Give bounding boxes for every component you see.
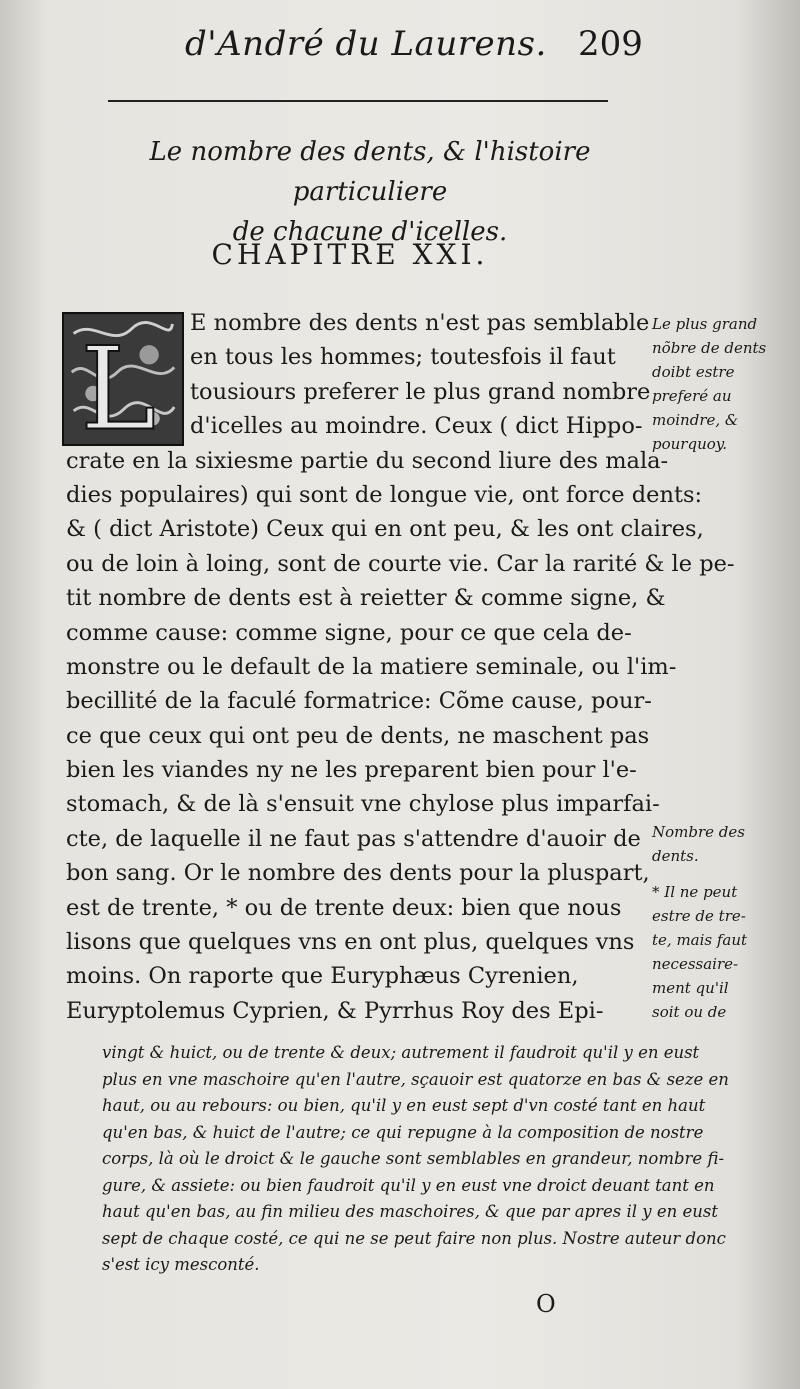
chapter-heading: CHAPITRE XXI. [211, 238, 489, 271]
margin-note-line: necessaire- [652, 955, 739, 973]
body-line: en tous les hommes; toutesfois il faut [190, 344, 616, 371]
body-line: est de trente, * ou de trente deux: bien que nous [66, 894, 622, 921]
footnote-line: vingt & huict, ou de trente & deux; autrement il faudroit qu'il y en eust [102, 1043, 700, 1062]
margin-note-greater-number [652, 312, 792, 456]
running-title: d'André du Laurens. [185, 24, 547, 64]
body-line: monstre ou le default de la matiere seminale, ou l'im- [66, 653, 677, 680]
margin-note-line: estre de tre- [652, 907, 746, 925]
footnote-line: qu'en bas, & huict de l'autre; ce qui repugne à la composition de nostre [102, 1122, 704, 1142]
body-line: stomach, & de là s'ensuit vne chylose plus imparfai- [66, 791, 660, 818]
margin-note-line: te, mais faut [652, 931, 748, 949]
body-line: tousiours preferer le plus grand nombre [190, 378, 651, 405]
body-line: lisons que quelques vns en ont plus, quelques vns [66, 929, 635, 956]
body-line: bon sang. Or le nombre des dents pour la pluspart, [66, 860, 650, 887]
margin-notes [652, 312, 792, 1021]
footnote-line: corps, là où le droict & le gauche sont semblables en grandeur, nombre fi- [102, 1149, 725, 1168]
body-line: crate en la sixiesme partie du second liure des mala- [66, 447, 669, 474]
margin-note-number-of-teeth [652, 820, 792, 868]
section-title-line-1: Le nombre des dents, & l'histoire particuliere [149, 137, 591, 207]
body-line: Euryptolemus Cyprien, & Pyrrhus Roy des Epi- [66, 997, 604, 1024]
body-line: tit nombre de dents est à reietter & comme signe, & [66, 585, 666, 612]
margin-note-line: ment qu'il [652, 979, 729, 997]
body-line: comme cause: comme signe, pour ce que cela de- [66, 619, 632, 646]
body-line: cte, de laquelle il ne faut pas s'attendre d'auoir de [66, 825, 641, 852]
footnote-line: sept de chaque costé, ce qui ne se peut faire non plus. Nostre auteur donc [102, 1228, 726, 1248]
footnote-line: haut, ou au rebours: ou bien, qu'il y en eust sept d'vn costé tant en haut [102, 1096, 706, 1115]
body-line: E nombre des dents n'est pas semblable [190, 310, 650, 336]
margin-note-line: pourquoy. [652, 435, 728, 453]
body-line: & ( dict Aristote) Ceux qui en ont peu, & les ont claires, [66, 516, 704, 543]
margin-note-line: moindre, & [652, 411, 739, 429]
body-line: ce que ceux qui ont peu de dents, ne maschent pas [66, 722, 650, 749]
margin-note-line: preferé au [652, 387, 732, 405]
margin-note-line: Le plus grand [652, 315, 758, 333]
margin-note-asterisk [652, 880, 792, 1024]
svg-text:L: L [80, 322, 157, 456]
margin-note-line: nõbre de dents [652, 339, 767, 357]
margin-note-line: * Il ne peut [652, 883, 738, 901]
margin-note-line: dents. [652, 847, 699, 865]
signature-mark: O [536, 1290, 556, 1318]
margin-note-line: soit ou de [652, 1003, 727, 1021]
section-title-line-2: de chacune d'icelles. [232, 217, 508, 247]
page-number: 209 [578, 24, 643, 64]
footnote-line: haut qu'en bas, au fin milieu des maschoires, & que par apres il y en eust [102, 1202, 718, 1221]
body-line: becillité de la faculé formatrice: Cõme cause, pour- [66, 688, 652, 715]
body-line: bien les viandes ny ne les preparent bien pour l'e- [66, 757, 637, 784]
margin-note-line: doibt estre [652, 363, 735, 381]
footnote-line: s'est icy mesconté. [102, 1255, 260, 1274]
body-line: dies populaires) qui sont de longue vie, ont force dents: [66, 481, 703, 508]
footnote-line: plus en vne maschoire qu'en l'autre, sçauoir est quatorze en bas & seze en [102, 1069, 729, 1089]
body-line: d'icelles au moindre. Ceux ( dict Hippo- [190, 413, 643, 440]
margin-note-line: Nombre des [652, 823, 745, 841]
section-title [70, 132, 670, 252]
footnote-line: gure, & assiete: ou bien faudroit qu'il y en eust vne droict deuant tant en [102, 1175, 715, 1195]
footnote [102, 1040, 774, 1279]
body-line: moins. On raporte que Euryphæus Cyrenien, [66, 963, 579, 990]
body-line: ou de loin à loing, sont de courte vie. Car la rarité & le pe- [66, 550, 735, 577]
header-rule [108, 100, 608, 102]
